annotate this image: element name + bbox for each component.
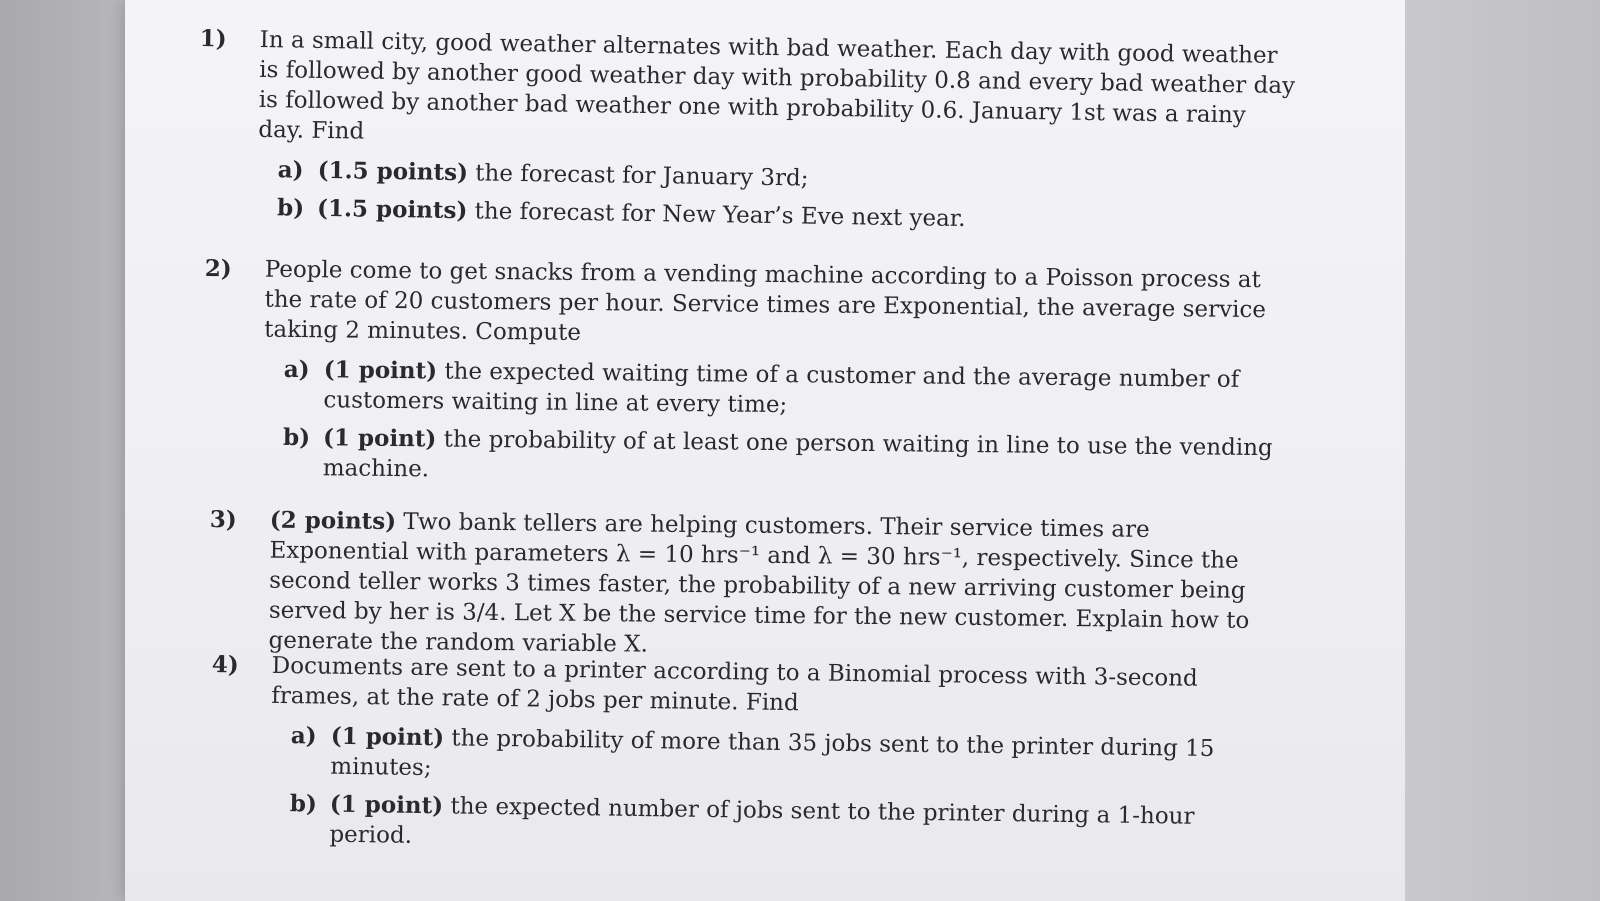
problem-number: 1) xyxy=(199,24,227,53)
problem-intro: People come to get snacks from a vending machine according to a Poisson process at the rate of 20 customers per hour. Service times are Exponential, the average service taking 2 minutes. Compute xyxy=(264,256,1267,346)
problem-number: 4) xyxy=(211,650,239,679)
points-label: (1 point) xyxy=(323,356,438,385)
sub-question xyxy=(290,721,1271,795)
points-label: (1.5 points) xyxy=(316,194,468,225)
problem-2 xyxy=(203,254,1285,501)
sub-question-label: a) xyxy=(277,156,304,184)
sub-question-text: the forecast for January 3rd; xyxy=(475,160,809,192)
sub-question-text: the expected waiting time of a customer and the average number of customers waiting in line at every time; xyxy=(323,358,1240,419)
points-label: (1.5 points) xyxy=(317,156,469,187)
sub-question xyxy=(289,789,1270,863)
problem-4 xyxy=(209,650,1272,871)
problem-intro-wrapper xyxy=(268,506,1270,666)
points-label: (1 point) xyxy=(330,722,445,752)
sub-question-label: b) xyxy=(289,790,318,818)
problem-number: 2) xyxy=(204,254,232,283)
points-label: (2 points) xyxy=(269,506,397,535)
problem-number: 3) xyxy=(209,505,237,534)
sub-question xyxy=(283,423,1284,493)
sub-question xyxy=(283,355,1284,425)
problem-intro: Documents are sent to a printer according to a Binomial process with 3-second frames, at the rate of 2 jobs per minute. Find xyxy=(271,652,1198,717)
sub-question-text: the forecast for New Year’s Eve next year. xyxy=(474,198,966,233)
problem-1 xyxy=(197,24,1300,247)
points-label: (1 point) xyxy=(329,790,444,820)
problem-3 xyxy=(208,505,1270,666)
sub-question-text: the probability of at least one person waiting in line to use the vending machine. xyxy=(322,426,1273,483)
points-label: (1 point) xyxy=(322,424,437,453)
sub-question-label: a) xyxy=(290,722,317,750)
sub-question-label: b) xyxy=(276,194,305,222)
sub-question-text: the expected number of jobs sent to the printer during a 1-hour period. xyxy=(329,793,1195,849)
problem-intro: Two bank tellers are helping customers. Their service times are Exponential with parameters λ = 10 hrs⁻¹ and λ = 30 hrs⁻¹, respectively. Since the second teller works 3 times faster, the probability of a new arriving customer being served by her is 3/4. Let X be the service time for the new customer. Explain how to generate the random variable X. xyxy=(268,509,1250,658)
problem-intro: In a small city, good weather alternates with bad weather. Each day with good weather is followed by another good weather day with probability 0.8 and every bad weather day is followed by another bad weather one with probability 0.6. January 1st was a rainy day. Find xyxy=(258,26,1296,145)
sub-question xyxy=(277,193,1297,239)
sub-question-label: a) xyxy=(283,355,310,384)
sub-question-text: the probability of more than 35 jobs sent to the printer during 15 minutes; xyxy=(330,725,1215,782)
sub-question-label: b) xyxy=(282,423,311,452)
sub-question xyxy=(277,155,1297,201)
